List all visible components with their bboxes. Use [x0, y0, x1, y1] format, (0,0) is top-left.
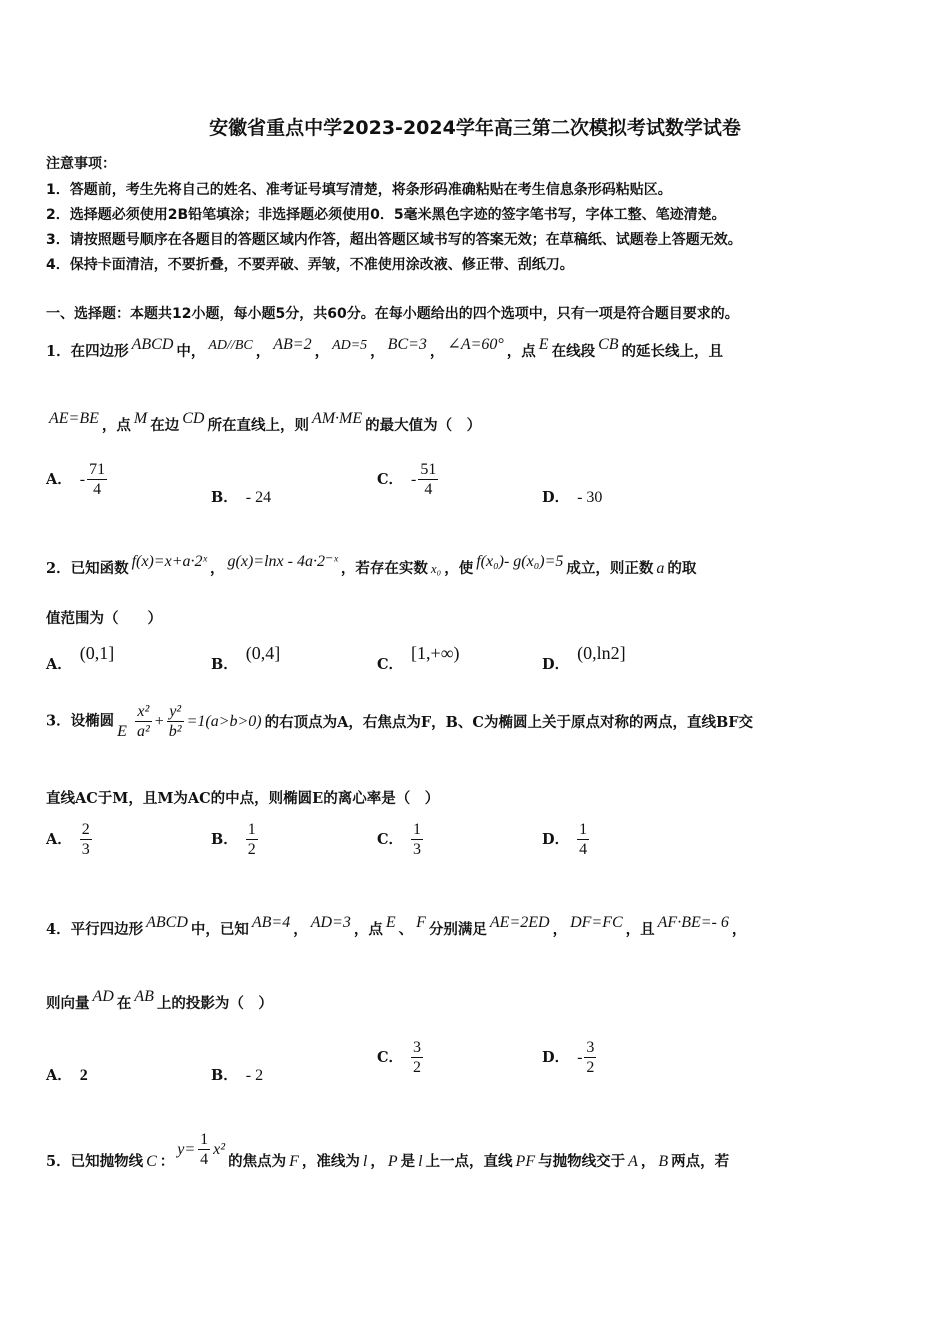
q3-option-a[interactable]: A． $\frac{2}{3}$ — [46, 821, 90, 859]
q3-option-c[interactable]: C． $\frac{1}{3}$ — [377, 821, 422, 859]
q1-option-a[interactable]: A． - $\frac{71}{4}$ — [46, 461, 106, 499]
q1-line-2: AE=BE ，点 M 在边 CD 所在直线上，则 AM·ME 的最大值为（ ） — [49, 410, 482, 434]
notice-item-1: 1．答题前，考生先将自己的姓名、准考证号填写清楚，将条形码准确粘贴在考生信息条形码粘贴区。 — [46, 182, 672, 198]
q5-line-1: 5．已知抛物线 C ：y= $\frac{1}{4}$ x²的焦点为 F ，准线为 l ， P 是 l 上一点，直线 PF 与抛物线交于 A ， B 两点，若 — [46, 1131, 730, 1170]
q1-option-b[interactable]: B． - 24 — [211, 489, 272, 506]
q2-option-c[interactable]: C．[1,+∞) — [377, 643, 460, 673]
notice-item-3: 3．请按照题号顺序在各题目的答题区域内作答，超出答题区域书写的答案无效；在草稿纸、试题卷上答题无效。 — [46, 232, 742, 248]
q4-option-c[interactable]: C． $\frac{3}{2}$ — [377, 1039, 422, 1077]
q1-option-c[interactable]: C． - $\frac{51}{4}$ — [377, 461, 437, 499]
q2-line-1: 2．已知函数 f(x)=x+a·2ˣ ， g(x)=lnx - 4a·2⁻ˣ ，若存在实数 x₀ ，使 f(x₀)- g(x₀)=5 成立，则正数 a 的取 — [46, 553, 697, 577]
q2-option-b[interactable]: B．(0,4] — [211, 643, 281, 673]
q4-line-1: 4．平行四边形 ABCD 中，已知 AB=4 ， AD=3 ，点 E 、 F 分别满足 AE=2ED ， DF=FC ，且 AF·BE=- 6 ， — [46, 914, 747, 938]
q1-option-d[interactable]: D． - 30 — [542, 489, 603, 506]
q2-line-2: 值范围为（ ） — [46, 610, 162, 627]
q4-line-2: 则向量 AD 在 AB 上的投影为（ ） — [46, 988, 273, 1012]
q1-line-1: 1．在四边形 ABCD 中， AD//BC ， AB=2 ， AD=5 ， BC=3 ， ∠A=60° ，点 E 在线段 CB 的延长线上，且 — [46, 336, 724, 360]
q3-line-2: 直线AC于M，且M为AC的中点，则椭圆E的离心率是（ ） — [46, 790, 440, 807]
notice-item-4: 4．保持卡面清洁，不要折叠，不要弄破、弄皱，不准使用涂改液、修正带、刮纸刀。 — [46, 257, 574, 273]
q3-option-b[interactable]: B． $\frac{1}{2}$ — [211, 821, 256, 859]
exam-title: 安徽省重点中学2023-2024学年高三第二次模拟考试数学试卷 — [209, 117, 741, 139]
q4-option-b[interactable]: B． - 2 — [211, 1067, 264, 1084]
q2-option-d[interactable]: D．(0,ln2] — [542, 643, 626, 673]
q4-option-a[interactable]: A． 2 — [46, 1067, 88, 1084]
q2-option-a[interactable]: A．(0,1] — [46, 643, 115, 673]
notice-item-2: 2．选择题必须使用2B铅笔填涂；非选择题必须使用0．5毫米黑色字迹的签字笔书写，字体工整、笔迹清楚。 — [46, 207, 726, 223]
notice-heading: 注意事项： — [46, 156, 116, 172]
q3-line-1: 3．设椭圆E $\frac{\text{x²}}{\text{a²}}$ + $\frac{\text{y²}}{\text{b²}}$ =1(a>b>0) 的右顶点为A，右焦点为F，B、C为椭圆上关于原点对称的两点，直线BF交 — [46, 703, 753, 741]
q4-option-d[interactable]: D． - $\frac{3}{2}$ — [542, 1039, 595, 1077]
section-heading: 一、选择题：本题共12小题，每小题5分，共60分。在每小题给出的四个选项中，只有一项是符合题目要求的。 — [46, 306, 739, 322]
q3-option-d[interactable]: D． $\frac{1}{4}$ — [542, 821, 588, 859]
